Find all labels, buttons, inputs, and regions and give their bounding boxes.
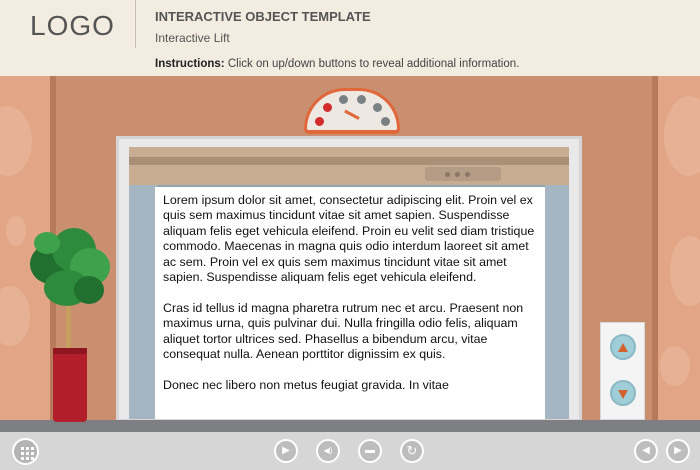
wall-pattern <box>664 96 700 176</box>
instructions-text: Click on up/down buttons to reveal additional information. <box>227 58 520 70</box>
ceiling-vent <box>425 167 501 181</box>
previous-icon: ◀ <box>642 445 650 456</box>
indicator-light <box>357 95 366 104</box>
vent-dot <box>455 172 460 177</box>
control-bar <box>0 432 700 470</box>
right-wall <box>656 76 700 432</box>
indicator-light <box>373 103 382 112</box>
content-paragraph: Lorem ipsum dolor sit amet, consectetur adipiscing elit. Proin vel ex quis sem maximus tincidunt vitae sit amet sapien. Suspendisse aliquam felis eget vehicula eleifend. Proin eu velit sed diam tristique commodo. Maecenas in magna quis odio interdum laoreet sit amet ac sem. Proin vel ex quis sem maximus tincidunt vitae sit amet sapien. Suspendisse aliquam felis eget vehicula eleifend. <box>163 193 535 285</box>
previous-button[interactable] <box>634 439 658 463</box>
vent-dot <box>465 172 470 177</box>
indicator-light <box>339 95 348 104</box>
logo: LOGO <box>30 10 115 41</box>
content-paragraph: Cras id tellus id magna pharetra rutrum nec et arcu. Praesent non maximus urna, quis pulvinar dui. Nulla fringilla odio felis, aliquam aliquet tortor ultrices sed. Phasellus a bibendum arcu, vitae consequat nulla. Aenean porttitor dignissim ex quis. <box>163 300 524 362</box>
indicator-needle <box>344 110 360 120</box>
header-divider <box>135 0 136 48</box>
wall-pattern <box>0 106 32 176</box>
plant-pot <box>53 348 87 422</box>
up-arrow-icon <box>618 343 628 352</box>
indicator-light <box>381 117 390 126</box>
wall-pattern <box>670 236 700 306</box>
down-arrow-icon <box>618 390 628 399</box>
vent-dot <box>445 172 450 177</box>
cabin-ceiling <box>129 147 569 185</box>
call-button-panel <box>600 322 645 420</box>
page-subtitle: Interactive Lift <box>155 31 230 45</box>
replay-button[interactable] <box>400 439 424 463</box>
floor-indicator <box>304 88 400 134</box>
next-icon: ▶ <box>674 445 682 456</box>
content-paragraph: Donec nec libero non metus feugiat gravida. In vitae <box>163 377 449 392</box>
indicator-light <box>323 103 332 112</box>
up-button[interactable] <box>610 334 636 360</box>
play-icon: ▶ <box>282 445 290 456</box>
ceiling-band <box>129 157 569 165</box>
plant-foliage <box>74 276 104 304</box>
indicator-light <box>315 117 324 126</box>
wall-pattern <box>660 346 690 386</box>
captions-icon: ▬ <box>365 445 375 456</box>
instructions-label: Instructions: <box>155 58 225 70</box>
potted-plant <box>22 226 117 426</box>
captions-button[interactable] <box>358 439 382 463</box>
elevator-door-left <box>129 185 157 419</box>
page-title: INTERACTIVE OBJECT TEMPLATE <box>155 9 371 24</box>
replay-icon: ↻ <box>406 443 418 458</box>
play-button[interactable] <box>274 439 298 463</box>
content-panel[interactable] <box>155 187 545 419</box>
down-button[interactable] <box>610 380 636 406</box>
header <box>0 0 700 76</box>
volume-icon: ◀) <box>323 446 333 455</box>
menu-button[interactable] <box>12 438 39 465</box>
instructions <box>155 58 519 70</box>
plant-foliage <box>34 232 60 254</box>
elevator-door-right <box>545 185 569 419</box>
next-button[interactable] <box>666 439 690 463</box>
volume-button[interactable] <box>316 439 340 463</box>
